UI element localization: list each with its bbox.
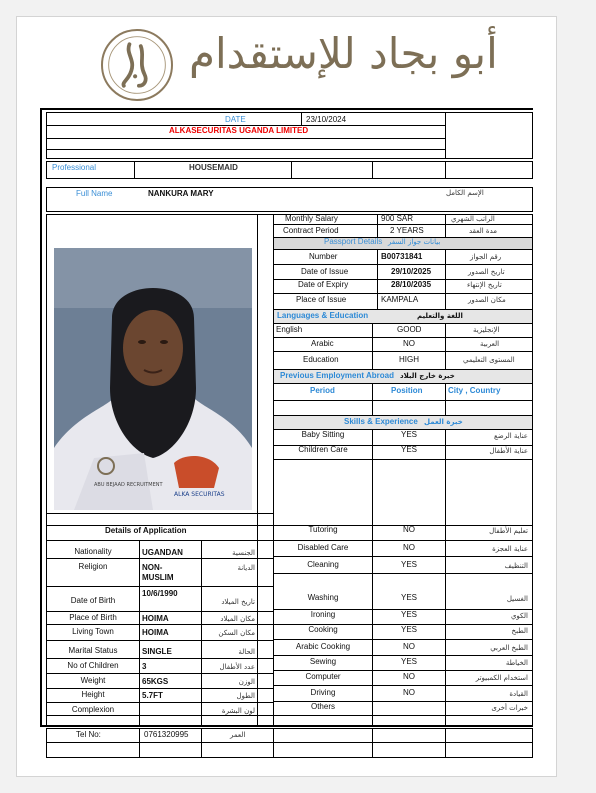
- rule: [46, 161, 533, 162]
- contract-period-label: Contract Period: [283, 226, 339, 235]
- application-ar: الديانة: [237, 564, 255, 572]
- professional-label: Professional: [52, 163, 97, 172]
- skill-label: Cleaning: [307, 560, 339, 569]
- passport-number-value: B00731841: [381, 252, 423, 261]
- skill-ar: الكوي: [510, 612, 528, 620]
- rule: [445, 323, 446, 369]
- english-ar: الإنجليزية: [473, 326, 500, 334]
- rule: [273, 249, 533, 250]
- rule: [46, 640, 274, 641]
- rule: [301, 112, 302, 125]
- application-label: Place of Birth: [69, 613, 117, 622]
- arabic-label: Arabic: [311, 339, 334, 348]
- frame-top-line: [40, 108, 533, 110]
- passport-expiry-value: 28/10/2035: [391, 280, 432, 289]
- rule: [273, 715, 533, 716]
- skill-label: Sewing: [309, 657, 337, 666]
- application-label: Date of Birth: [70, 596, 116, 605]
- english-label: English: [276, 325, 303, 334]
- skills-title: Skills & Experience: [344, 417, 418, 426]
- rule: [46, 513, 274, 514]
- skill-ar: الخياطة: [505, 659, 528, 667]
- rule: [273, 639, 533, 640]
- rule: [445, 161, 446, 178]
- rule: [445, 383, 446, 415]
- professional-value: HOUSEMAID: [189, 163, 238, 172]
- application-value: 5.7FT: [142, 691, 163, 700]
- skill-ar: التنظيف: [504, 562, 528, 570]
- application-label: Marital Status: [68, 646, 118, 655]
- skill-value: NO: [403, 688, 415, 697]
- rule: [273, 685, 533, 686]
- rule: [273, 540, 533, 541]
- rule: [46, 187, 533, 188]
- photo-badge-left: ABU BEJAAD RECRUITMENT: [94, 482, 163, 488]
- skill-ar: خبرات أخرى: [491, 704, 528, 712]
- rule: [46, 158, 533, 159]
- rule: [46, 688, 274, 689]
- passport-place-value: KAMPALA: [381, 295, 419, 304]
- rule: [46, 112, 533, 113]
- rule: [46, 178, 533, 179]
- contract-period-value: 2 YEARS: [390, 226, 424, 235]
- rule: [273, 383, 533, 384]
- rule: [445, 249, 446, 309]
- contract-period-ar: مدة العقد: [469, 227, 497, 235]
- rule: [273, 670, 533, 671]
- rule: [46, 540, 274, 541]
- passport-number-label: Number: [309, 252, 338, 261]
- education-value: HIGH: [399, 355, 419, 364]
- passport-number-ar: رقم الجواز: [470, 253, 502, 261]
- skill-label: Computer: [305, 672, 341, 681]
- rule: [46, 728, 533, 729]
- application-ar: عدد الأطفال: [219, 663, 255, 671]
- application-value: NON- MUSLIM: [142, 563, 174, 583]
- education-label: Education: [303, 355, 339, 364]
- frame-left-line: [40, 108, 42, 726]
- skill-ar: استخدام الكمبيوتر: [475, 674, 528, 682]
- application-label: Height: [81, 690, 105, 699]
- skill-ar: القيادة: [509, 690, 528, 698]
- application-ar: لون البشرة: [221, 707, 255, 715]
- skill-value: YES: [400, 593, 417, 602]
- passport-place-ar: مكان الصدور: [468, 296, 506, 304]
- skill-value: YES: [400, 430, 417, 439]
- rule: [46, 611, 274, 612]
- passport-place-label: Place of Issue: [296, 295, 347, 304]
- rule: [372, 161, 373, 178]
- tel-label: Tel No:: [76, 730, 101, 739]
- skill-value: YES: [400, 657, 417, 666]
- rule: [273, 728, 274, 757]
- skill-label: Cooking: [308, 625, 338, 634]
- frame-bottom-line: [40, 725, 533, 727]
- application-ar: مكان الميلاد: [220, 615, 255, 623]
- rule: [273, 400, 533, 401]
- application-label: Complexion: [71, 705, 115, 714]
- rule: [372, 429, 373, 726]
- application-value: HOIMA: [142, 614, 169, 623]
- passport-issue-label: Date of Issue: [301, 267, 349, 276]
- application-label: Religion: [78, 562, 108, 571]
- skill-value: YES: [400, 610, 417, 619]
- employment-position-header: Position: [391, 386, 423, 395]
- skill-ar: الغسيل: [506, 595, 528, 603]
- skill-value: NO: [403, 642, 415, 651]
- arabic-ar: العربية: [480, 340, 500, 348]
- rule: [46, 715, 274, 716]
- rule: [257, 214, 258, 726]
- rule: [372, 383, 373, 415]
- rule: [46, 586, 274, 587]
- logo-name-ar: أبو بجاد للإستقدام: [189, 29, 498, 78]
- skill-ar: تعليم الأطفال: [489, 527, 528, 535]
- rule: [273, 293, 533, 294]
- application-ar: الحالة: [238, 648, 255, 656]
- skill-ar: الطبخ العربي: [490, 644, 528, 652]
- employment-period-header: Period: [310, 386, 335, 395]
- application-title: Details of Application: [105, 526, 187, 535]
- skill-label: Driving: [310, 688, 336, 697]
- employment-title-ar: خبرة خارج البلاد: [400, 372, 455, 380]
- passport-issue-ar: تاريخ الصدور: [468, 268, 505, 276]
- rule: [532, 187, 533, 211]
- skill-ar: عناية الرضع: [494, 432, 528, 440]
- skill-value: YES: [400, 560, 417, 569]
- application-value: 65KGS: [142, 677, 169, 686]
- rule: [46, 673, 274, 674]
- tel-ar: العمر: [230, 731, 246, 739]
- rule: [273, 264, 533, 265]
- rule: [273, 337, 533, 338]
- application-ar: الجنسية: [232, 549, 255, 557]
- skill-ar: عناية العجزة: [492, 545, 528, 553]
- rule: [273, 556, 533, 557]
- rule: [46, 728, 47, 757]
- company-logo: [101, 27, 498, 103]
- rule: [201, 540, 202, 726]
- languages-title: Languages & Education: [277, 311, 369, 320]
- rule: [46, 742, 533, 743]
- rule: [273, 459, 533, 460]
- arabic-value: NO: [403, 339, 415, 348]
- rule: [445, 214, 446, 237]
- rule: [532, 161, 533, 178]
- candidate-photo: [54, 248, 252, 510]
- rule: [46, 211, 533, 212]
- rule: [139, 728, 140, 757]
- rule: [532, 214, 533, 726]
- rule: [273, 351, 533, 352]
- rule: [273, 655, 533, 656]
- skill-label: Children Care: [298, 445, 348, 454]
- application-label: Nationality: [74, 547, 112, 556]
- english-value: GOOD: [397, 325, 422, 334]
- application-value: UGANDAN: [142, 548, 183, 557]
- rule: [291, 161, 292, 178]
- application-value: 10/6/1990: [142, 589, 178, 598]
- application-ar: مكان السكن: [218, 629, 255, 637]
- skill-value: YES: [400, 445, 417, 454]
- rule: [46, 161, 47, 178]
- rule: [134, 161, 135, 178]
- monthly-salary-value: 900 SAR: [381, 214, 414, 223]
- passport-issue-value: 29/10/2025: [391, 267, 432, 276]
- skill-value: NO: [403, 525, 415, 534]
- passport-title-ar: بيانات جواز السفر: [388, 238, 441, 246]
- application-ar: الطول: [236, 692, 255, 700]
- skill-ar: عناية الأطفال: [489, 447, 528, 455]
- fullname-label: Full Name: [76, 189, 113, 198]
- rule: [445, 728, 446, 757]
- languages-title-ar: اللغة والتعليم: [417, 312, 463, 320]
- skill-label: Washing: [307, 593, 339, 602]
- skill-label: Ironing: [310, 610, 336, 619]
- rule: [377, 249, 378, 309]
- application-label: No of Children: [67, 661, 119, 670]
- application-ar: الوزن: [238, 678, 255, 686]
- logo-emblem-icon: [101, 29, 173, 101]
- skills-title-ar: خبرة العمل: [424, 418, 463, 426]
- application-ar: تاريخ الميلاد: [221, 598, 255, 606]
- fullname-ar: الإسم الكامل: [446, 189, 484, 197]
- passport-title: Passport Details: [324, 237, 383, 246]
- rule: [445, 429, 446, 726]
- rule: [46, 138, 446, 139]
- rule: [46, 702, 274, 703]
- skill-value: NO: [403, 543, 415, 552]
- skill-label: Baby Sitting: [301, 430, 345, 439]
- rule: [46, 757, 533, 758]
- skill-label: Arabic Cooking: [295, 642, 351, 651]
- application-label: Weight: [80, 676, 106, 685]
- rule: [372, 728, 373, 757]
- cv-page: [16, 16, 557, 777]
- rule: [273, 323, 533, 324]
- employment-city-header: City , Country: [448, 386, 501, 395]
- rule: [445, 112, 446, 158]
- rule: [46, 658, 274, 659]
- date-value: 23/10/2024: [306, 115, 347, 124]
- application-value: HOIMA: [142, 628, 169, 637]
- skill-label: Tutoring: [308, 525, 338, 534]
- skill-value: YES: [400, 625, 417, 634]
- passport-expiry-ar: تاريخ الإنتهاء: [467, 281, 502, 289]
- monthly-salary-label: Monthly Salary: [285, 214, 338, 223]
- rule: [377, 214, 378, 237]
- employment-title: Previous Employment Abroad: [280, 371, 394, 380]
- skill-value: NO: [403, 672, 415, 681]
- tel-value: 0761320995: [144, 730, 189, 739]
- rule: [46, 112, 47, 158]
- rule: [532, 728, 533, 757]
- application-label: Living Town: [72, 627, 114, 636]
- rule: [46, 187, 47, 211]
- fullname-value: NANKURA MARY: [148, 189, 214, 198]
- rule: [372, 323, 373, 369]
- passport-expiry-label: Date of Expiry: [298, 280, 349, 289]
- rule: [532, 112, 533, 158]
- education-ar: المستوى التعليمي: [463, 356, 515, 364]
- rule: [139, 540, 140, 726]
- photo-badge-right: ALKA SECURITAS: [174, 491, 225, 498]
- skill-ar: الطبخ: [511, 627, 528, 635]
- rule: [273, 573, 533, 574]
- application-value: SINGLE: [142, 647, 172, 656]
- date-label: DATE: [225, 115, 246, 124]
- rule: [273, 237, 533, 238]
- monthly-salary-ar: الراتب الشهري: [451, 215, 495, 223]
- rule: [46, 149, 446, 150]
- company-name: ALKASECURITAS UGANDA LIMITED: [169, 126, 309, 135]
- skill-label: Others: [310, 702, 335, 711]
- application-value: 3: [142, 662, 147, 671]
- rule: [273, 224, 533, 225]
- skill-label: Disabled Care: [297, 543, 349, 552]
- rule: [201, 728, 202, 757]
